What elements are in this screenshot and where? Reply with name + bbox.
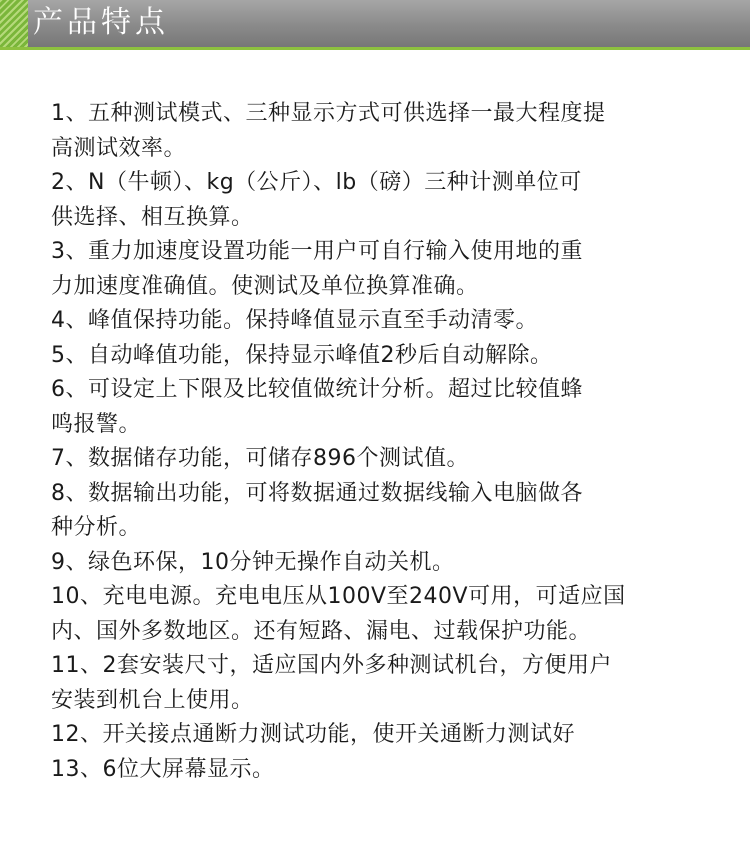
feature-line: 高测试效率。 [51,135,187,161]
section-title: 产品特点 [33,5,169,40]
feature-line: 种分析。 [51,515,142,540]
feature-line: 9、绿色环保，10分钟无操作自动关机。 [51,549,455,575]
header-divider [0,47,750,50]
feature-line: 力加速度准确值。使测试及单位换算准确。 [51,273,479,299]
feature-line: 5、自动峰值功能，保持显示峰值2秒后自动解除。 [51,342,553,368]
feature-line: 7、数据储存功能，可储存896个测试值。 [51,446,469,471]
feature-line: 6、可设定上下限及比较值做统计分析。超过比较值蜂 [51,377,583,402]
feature-line: 供选择、相互换算。 [51,204,254,230]
feature-line: 8、数据输出功能，可将数据通过数据线输入电脑做各 [51,480,583,506]
feature-line: 鸣报警。 [51,411,142,437]
feature-list [51,97,731,787]
section-header [0,0,750,47]
feature-line: 13、6位大屏幕显示。 [51,756,275,782]
feature-line: 内、国外多数地区。还有短路、漏电、过载保护功能。 [51,618,592,644]
feature-line: 1、五种测试模式、三种显示方式可供选择一最大程度提 [51,101,606,126]
feature-line: 12、开关接点通断力测试功能，使开关通断力测试好 [51,722,575,747]
feature-line: 10、充电电源。充电电压从100V至240V可用，可适应国 [51,584,626,609]
header-accent-stripe [0,0,28,47]
feature-line: 11、2套安装尺寸，适应国内外多种测试机台，方便用户 [51,653,612,678]
feature-line: 4、峰值保持功能。保持峰值显示直至手动清零。 [51,308,538,333]
feature-line: 3、重力加速度设置功能一用户可自行输入使用地的重 [51,239,583,264]
feature-line: 2、N（牛顿）、kg（公斤）、lb（磅）三种计测单位可 [51,170,582,195]
feature-line: 安装到机台上使用。 [51,687,254,713]
